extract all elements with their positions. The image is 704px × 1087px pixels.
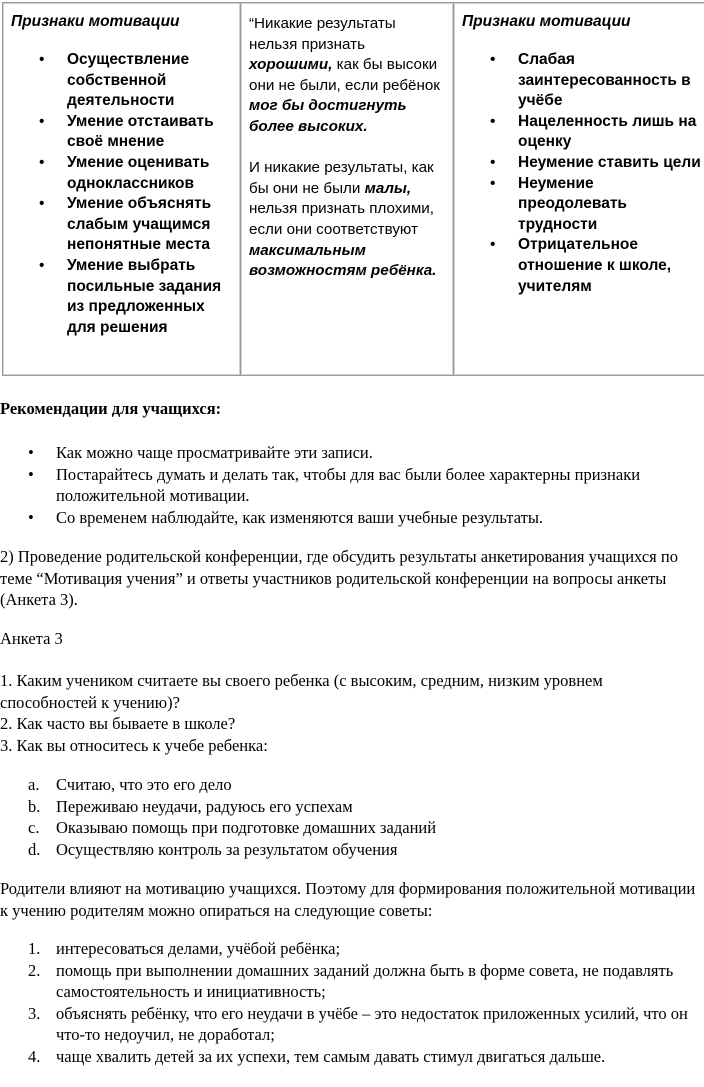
recommendations-section: [0, 398, 700, 420]
list-item: b. Переживаю неудачи, радуюсь его успехам: [28, 796, 353, 816]
list-item: • Неумение ставить цели: [518, 153, 704, 174]
anketa-title: Анкета 3: [0, 629, 63, 648]
quote-paragraph-2: И никакие результаты, как бы они не были малы, нельзя признать плохими, если они соответствуют максимальным возможностям ребёнка.: [249, 159, 437, 280]
positive-signs-heading: Признаки мотивации: [11, 13, 180, 30]
positive-signs-cell: [3, 3, 241, 376]
positive-signs-list: [3, 50, 240, 338]
list-item: • Слабая заинтересованность в учёбе: [518, 50, 704, 112]
recommendations-list: [0, 442, 700, 528]
parents-intro-block: [0, 878, 700, 921]
quote-paragraph-1: “Никакие результаты нельзя признать хорошими, как бы высоки они не были, если ребёнок мог бы достигнуть более высоких.: [249, 15, 440, 135]
list-item: c. Оказываю помощь при подготовке домашних заданий: [28, 818, 437, 838]
list-item: a. Считаю, что это его дело: [28, 775, 232, 794]
list-item: d. Осуществляю контроль за результатом обучения: [28, 839, 398, 859]
motivation-table: [2, 2, 704, 376]
recommendations-list-block: [0, 442, 700, 528]
list-item: • Отрицательное отношение к школе, учителям: [518, 235, 704, 297]
advice-block: [0, 938, 700, 1068]
answers-block: [0, 774, 700, 860]
list-item: • Осуществление собственной деятельности: [67, 50, 240, 112]
section-2-block: [0, 546, 700, 611]
list-item: 1. интересоваться делами, учёбой ребёнка;: [28, 939, 341, 958]
quote-cell: [241, 3, 454, 376]
parents-intro: Родители влияют на мотивацию учащихся. Поэтому для формирования положительной мотивации к учению родителям можно опираться на следующие советы:: [0, 879, 696, 920]
list-item: • Постарайтесь думать и делать так, чтобы для вас были более характерны признаки положительной мотивации.: [28, 464, 641, 506]
list-item: • Умение объяснять слабым учащимся непонятные места: [67, 194, 240, 256]
advice-list: [0, 938, 700, 1068]
list-item: • Умение отстаивать своё мнение: [67, 112, 240, 153]
list-item: 3. объяснять ребёнку, что его неудачи в учёбе – это недостаток приложенных усилий, что он что-то недоучил, не доработал;: [28, 1003, 688, 1045]
quote-text: [249, 14, 447, 282]
list-item: • Как можно чаще просматривайте эти записи.: [28, 443, 373, 462]
question: 3. Как вы относитесь к учебе ребенка:: [0, 735, 268, 755]
questions-block: [0, 670, 700, 756]
list-item: • Умение оценивать одноклассников: [67, 153, 240, 194]
list-item: 4. чаще хвалить детей за их успехи, тем самым давать стимул двигаться дальше.: [28, 1046, 606, 1066]
negative-signs-heading: Признаки мотивации: [462, 13, 631, 30]
answers-list: [0, 774, 700, 860]
negative-signs-cell: [454, 3, 704, 376]
list-item: • Со временем наблюдайте, как изменяются ваши учебные результаты.: [28, 507, 544, 527]
anketa-title-block: [0, 628, 700, 650]
question: 1. Каким учеником считаете вы своего ребенка (с высоким, средним, низким уровнем способностей к учению)?: [0, 671, 603, 712]
list-item: • Умение выбрать посильные задания из предложенных для решения: [67, 256, 240, 338]
question: 2. Как часто вы бываете в школе?: [0, 714, 236, 734]
list-item: • Нацеленность лишь на оценку: [518, 112, 704, 153]
recommendations-title: Рекомендации для учащихся:: [0, 399, 222, 418]
list-item: 2. помощь при выполнении домашних заданий должна быть в форме совета, не подавлять самостоятельность и инициативность;: [28, 960, 674, 1002]
list-item: • Неумение преодолевать трудности: [518, 174, 704, 236]
negative-signs-list: [454, 50, 704, 297]
section-2-paragraph: 2) Проведение родительской конференции, где обсудить результаты анкетирования учащихся по теме “Мотивация учения” и ответы участников родительской конференции на вопросы анкеты (Анкета 3).: [0, 547, 678, 610]
